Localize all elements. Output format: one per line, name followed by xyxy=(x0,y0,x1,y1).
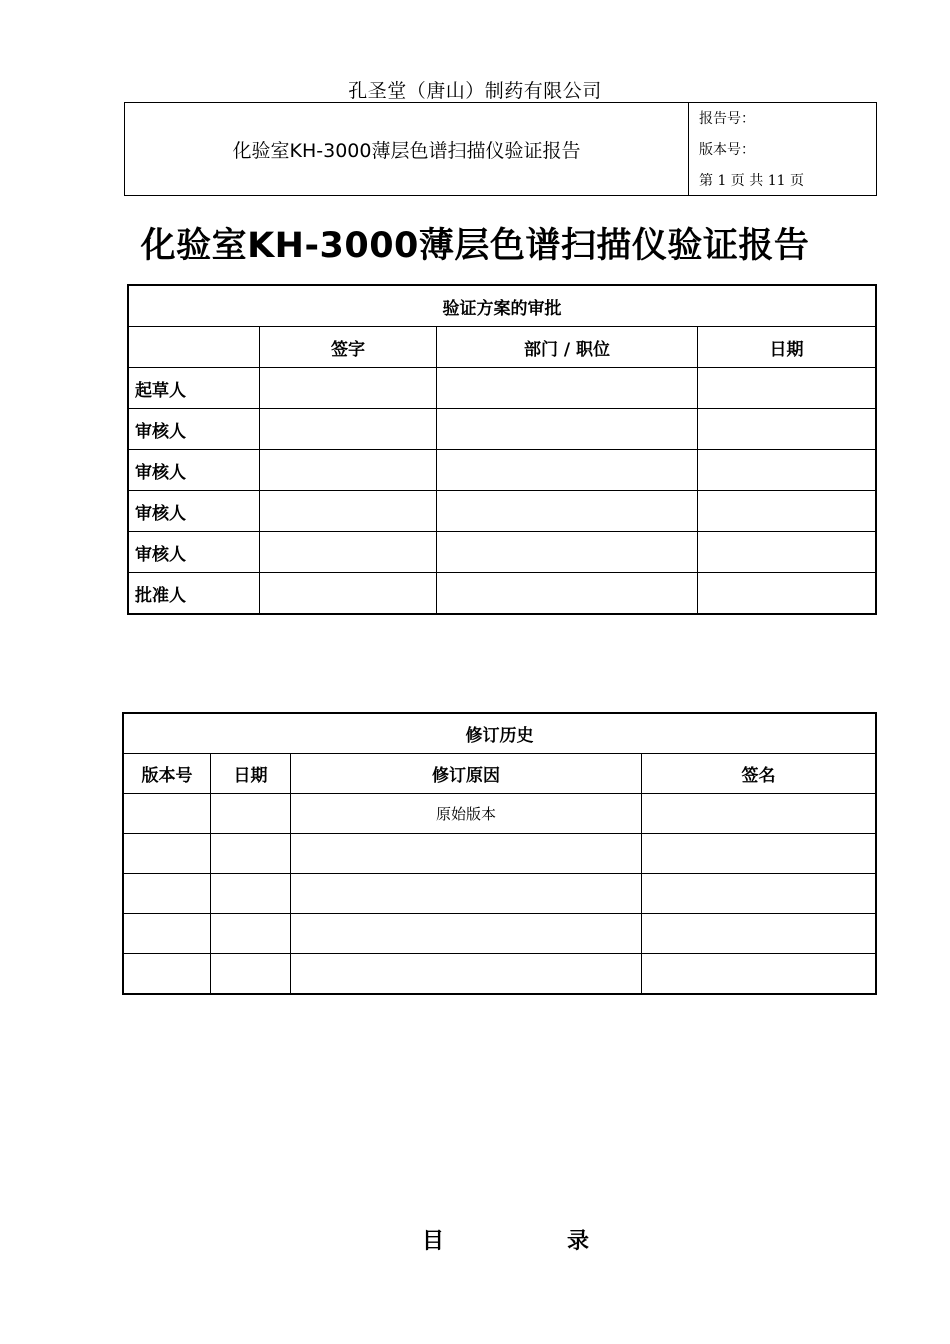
signature-cell[interactable] xyxy=(260,409,437,450)
signature-cell[interactable] xyxy=(260,532,437,573)
date-cell[interactable] xyxy=(698,532,877,573)
department-cell[interactable] xyxy=(437,368,698,409)
company-name: 孔圣堂（唐山）制药有限公司 xyxy=(348,80,602,102)
history-version-cell[interactable] xyxy=(123,914,211,954)
approval-header-department: 部门 / 职位 xyxy=(437,327,698,368)
page-info: 第 1 页 共 11 页 xyxy=(689,164,877,195)
signature-cell[interactable] xyxy=(260,450,437,491)
approval-role: 审核人 xyxy=(128,450,260,491)
approval-row xyxy=(128,573,876,615)
history-reason-cell[interactable] xyxy=(291,954,642,995)
history-signature-cell[interactable] xyxy=(642,954,877,995)
signature-cell[interactable] xyxy=(260,491,437,532)
history-row xyxy=(123,794,876,834)
approval-table-title: 验证方案的审批 xyxy=(128,285,876,327)
approval-header-date: 日期 xyxy=(698,327,877,368)
approval-header-blank xyxy=(128,327,260,368)
date-cell[interactable] xyxy=(698,450,877,491)
history-header-signature: 签名 xyxy=(642,754,877,794)
history-signature-cell[interactable] xyxy=(642,914,877,954)
toc-heading-left: 目 xyxy=(422,1229,445,1254)
history-table-title: 修订历史 xyxy=(123,713,876,754)
department-cell[interactable] xyxy=(437,532,698,573)
history-row xyxy=(123,954,876,995)
version-label: 版本号： xyxy=(689,134,877,165)
approval-role: 批准人 xyxy=(128,573,260,615)
history-reason-cell[interactable] xyxy=(291,914,642,954)
approval-row xyxy=(128,532,876,573)
history-version-cell[interactable] xyxy=(123,834,211,874)
approval-table xyxy=(127,284,877,615)
history-row xyxy=(123,834,876,874)
history-reason-cell[interactable] xyxy=(291,874,642,914)
toc-heading-right: 录 xyxy=(567,1229,590,1254)
document-header xyxy=(124,102,877,196)
history-date-cell[interactable] xyxy=(211,914,291,954)
history-date-cell[interactable] xyxy=(211,954,291,995)
history-row xyxy=(123,874,876,914)
history-header-date: 日期 xyxy=(211,754,291,794)
history-row xyxy=(123,914,876,954)
history-reason-cell[interactable]: 原始版本 xyxy=(291,794,642,834)
department-cell[interactable] xyxy=(437,573,698,615)
main-title: 化验室KH-3000薄层色谱扫描仪验证报告 xyxy=(140,226,810,266)
date-cell[interactable] xyxy=(698,573,877,615)
history-date-cell[interactable] xyxy=(211,794,291,834)
history-date-cell[interactable] xyxy=(211,834,291,874)
date-cell[interactable] xyxy=(698,409,877,450)
revision-history-table xyxy=(122,712,877,995)
approval-role: 审核人 xyxy=(128,491,260,532)
header-doc-title: 化验室KH-3000薄层色谱扫描仪验证报告 xyxy=(125,103,689,196)
department-cell[interactable] xyxy=(437,491,698,532)
department-cell[interactable] xyxy=(437,450,698,491)
approval-row xyxy=(128,409,876,450)
report-number-label: 报告号： xyxy=(689,103,877,134)
history-version-cell[interactable] xyxy=(123,874,211,914)
approval-row xyxy=(128,450,876,491)
history-date-cell[interactable] xyxy=(211,874,291,914)
history-signature-cell[interactable] xyxy=(642,794,877,834)
history-reason-cell[interactable] xyxy=(291,834,642,874)
approval-role: 起草人 xyxy=(128,368,260,409)
history-signature-cell[interactable] xyxy=(642,834,877,874)
date-cell[interactable] xyxy=(698,491,877,532)
history-header-reason: 修订原因 xyxy=(291,754,642,794)
history-header-version: 版本号 xyxy=(123,754,211,794)
approval-row xyxy=(128,368,876,409)
signature-cell[interactable] xyxy=(260,368,437,409)
department-cell[interactable] xyxy=(437,409,698,450)
approval-role: 审核人 xyxy=(128,532,260,573)
approval-header-signature: 签字 xyxy=(260,327,437,368)
history-signature-cell[interactable] xyxy=(642,874,877,914)
signature-cell[interactable] xyxy=(260,573,437,615)
history-version-cell[interactable] xyxy=(123,954,211,995)
approval-row xyxy=(128,491,876,532)
approval-role: 审核人 xyxy=(128,409,260,450)
date-cell[interactable] xyxy=(698,368,877,409)
history-version-cell[interactable] xyxy=(123,794,211,834)
